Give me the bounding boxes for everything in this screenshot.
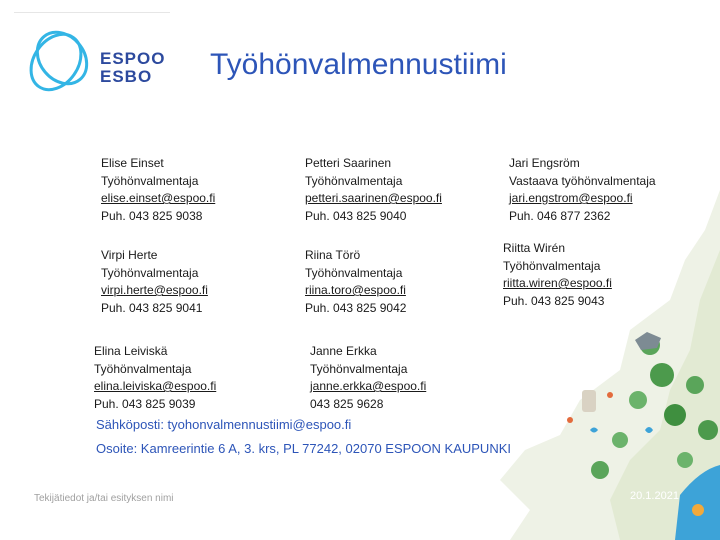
- espoo-logo-icon: [26, 26, 100, 96]
- contact-name: Riina Törö: [305, 248, 361, 262]
- contact-card: [101, 155, 215, 225]
- contact-name: Elina Leiviskä: [94, 344, 168, 358]
- contact-role: Työhönvalmentaja: [305, 265, 403, 280]
- contact-name: Jari Engsröm: [509, 156, 580, 170]
- contact-role: Työhönvalmentaja: [101, 265, 199, 280]
- address-line: Osoite: Kamreerintie 6 A, 3. krs, PL 77242, 02070 ESPOON KAUPUNKI: [96, 441, 511, 456]
- contact-email-link[interactable]: riina.toro@espoo.fi: [305, 283, 406, 297]
- contact-phone: Puh. 046 877 2362: [509, 208, 611, 223]
- contact-name: Riitta Wirén: [503, 241, 566, 255]
- contact-phone: Puh. 043 825 9038: [101, 208, 203, 223]
- contact-role: Työhönvalmentaja: [310, 361, 408, 376]
- contact-phone: Puh. 043 825 9042: [305, 300, 407, 315]
- contact-card: [305, 155, 442, 225]
- contact-card: [305, 247, 406, 317]
- logo-text-esbo: ESBO: [100, 67, 153, 86]
- contact-email-link[interactable]: petteri.saarinen@espoo.fi: [305, 191, 442, 205]
- contact-name: Janne Erkka: [310, 344, 377, 358]
- page-title: Työhönvalmennustiimi: [210, 48, 507, 81]
- contact-name: Petteri Saarinen: [305, 156, 392, 170]
- contact-role: Työhönvalmentaja: [503, 258, 601, 273]
- logo-text-espoo: ESPOO: [100, 49, 166, 68]
- contact-email-link[interactable]: virpi.herte@espoo.fi: [101, 283, 208, 297]
- contact-phone: Puh. 043 825 9040: [305, 208, 407, 223]
- contact-name: Virpi Herte: [101, 248, 158, 262]
- team-email-line: Sähköposti: tyohonvalmennustiimi@espoo.fi: [96, 417, 352, 432]
- contact-email-link[interactable]: janne.erkka@espoo.fi: [310, 379, 427, 393]
- contact-role: Työhönvalmentaja: [305, 173, 403, 188]
- contact-card: [101, 247, 208, 317]
- contact-role: Työhönvalmentaja: [94, 361, 192, 376]
- contact-role: Työhönvalmentaja: [101, 173, 199, 188]
- contact-card: [94, 343, 216, 413]
- contact-role: Vastaava työhönvalmentaja: [509, 173, 656, 188]
- contact-phone: 043 825 9628: [310, 396, 384, 411]
- header-divider: [14, 12, 170, 13]
- author-placeholder: Tekijätiedot ja/tai esityksen nimi: [34, 493, 174, 504]
- slide-date: 20.1.2021: [630, 490, 679, 502]
- contact-name: Elise Einset: [101, 156, 164, 170]
- contact-phone: Puh. 043 825 9043: [503, 293, 605, 308]
- contact-phone: Puh. 043 825 9039: [94, 396, 196, 411]
- espoo-map-illustration: [470, 190, 720, 540]
- contact-email-link[interactable]: elina.leiviska@espoo.fi: [94, 379, 217, 393]
- contact-phone: Puh. 043 825 9041: [101, 300, 203, 315]
- contact-email-link[interactable]: riitta.wiren@espoo.fi: [503, 276, 612, 290]
- contact-email-link[interactable]: elise.einset@espoo.fi: [101, 191, 216, 205]
- espoo-logo: [26, 26, 166, 96]
- contact-email-link[interactable]: jari.engstrom@espoo.fi: [509, 191, 633, 205]
- contact-card: [310, 343, 426, 413]
